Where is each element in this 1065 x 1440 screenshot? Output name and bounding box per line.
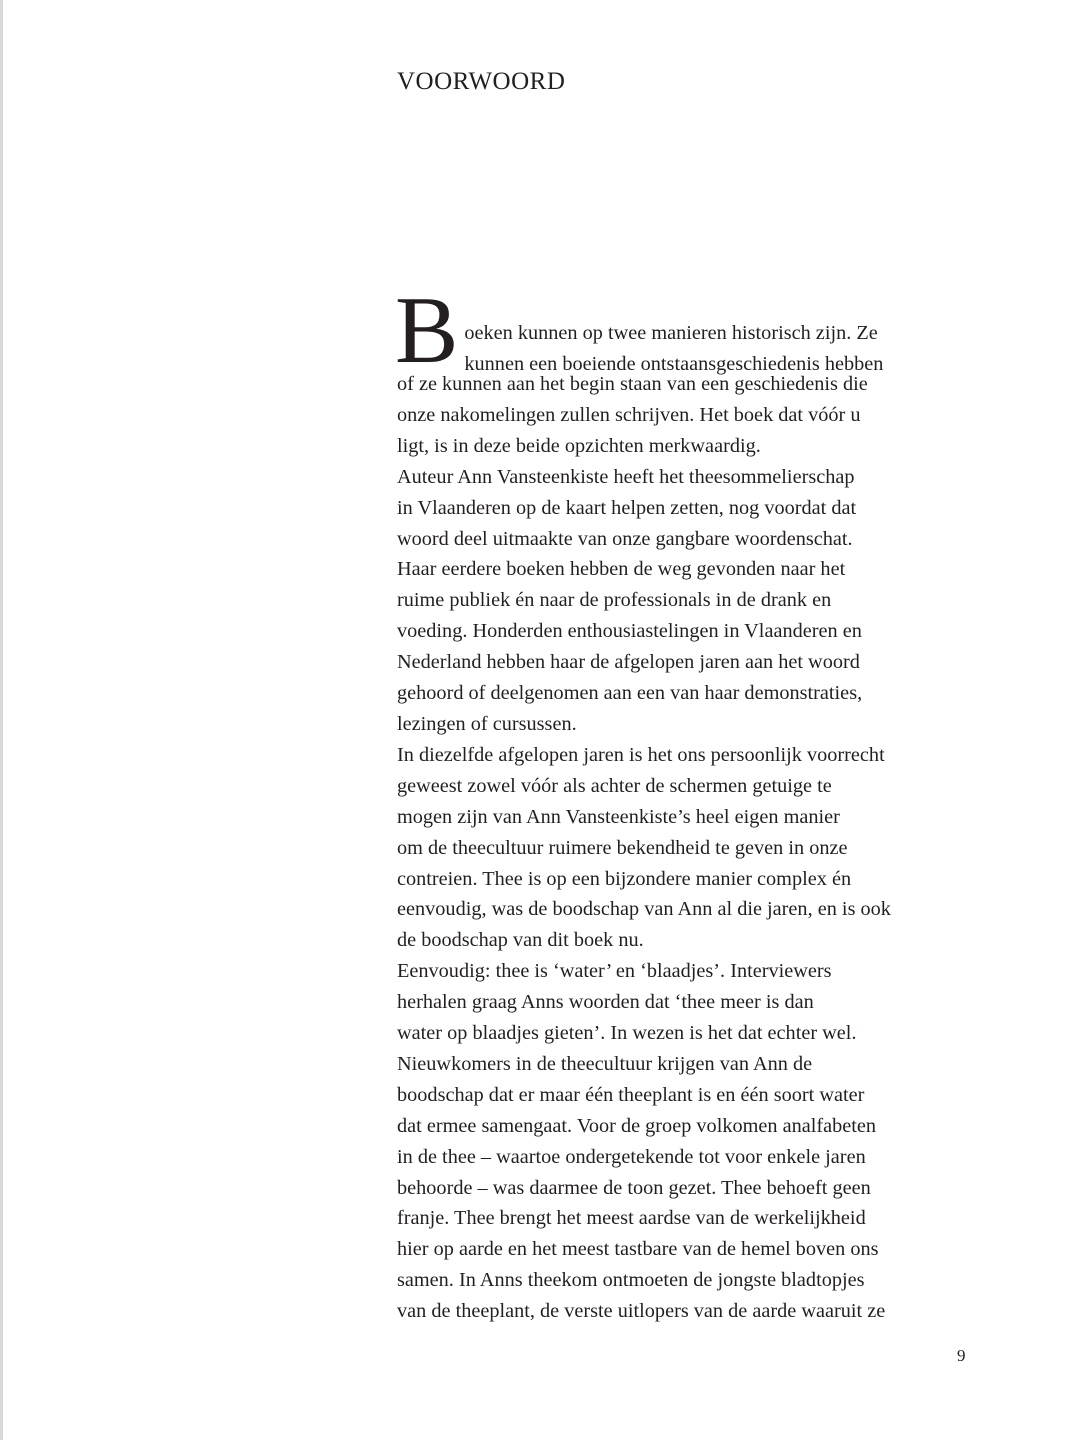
- opening-paragraph: [395, 277, 997, 383]
- text-line: Eenvoudig: thee is ‘water’ en ‘blaadjes’. Interviewers: [397, 960, 832, 983]
- text-line: contreien. Thee is op een bijzondere manier complex én: [397, 867, 852, 890]
- text-line: onze nakomelingen zullen schrijven. Het boek dat vóór u: [397, 403, 861, 426]
- text-line: in Vlaanderen op de kaart helpen zetten, nog voordat dat: [397, 496, 857, 519]
- text-line: Nieuwkomers in de theecultuur krijgen van Ann de: [397, 1052, 813, 1075]
- text-line: behoorde – was daarmee de toon gezet. Thee behoeft geen: [397, 1176, 871, 1199]
- text-line: mogen zijn van Ann Vansteenkiste’s heel eigen manier: [397, 805, 840, 828]
- text-line: kunnen een boeiende ontstaansgeschiedenis hebben: [464, 352, 884, 375]
- text-line: Nederland hebben haar de afgelopen jaren aan het woord: [397, 651, 860, 674]
- text-line: water op blaadjes gieten’. In wezen is het dat echter wel.: [397, 1022, 857, 1045]
- text-line: Auteur Ann Vansteenkiste heeft het theesommelierschap: [397, 465, 855, 488]
- text-line: lezingen of cursussen.: [397, 712, 577, 735]
- text-line: dat ermee samengaat. Voor de groep volkomen analfabeten: [397, 1114, 877, 1137]
- page-title: VOORWOORD: [397, 68, 566, 95]
- text-line: herhalen graag Anns woorden dat ‘thee meer is dan: [397, 991, 814, 1014]
- text-line: of ze kunnen aan het begin staan van een geschiedenis die: [397, 373, 868, 395]
- text-line: van de theeplant, de verste uitlopers van de aarde waaruit ze: [397, 1300, 886, 1323]
- text-line: gehoord of deelgenomen aan een van haar demonstraties,: [397, 682, 863, 705]
- text-line: ligt, is in deze beide opzichten merkwaardig.: [397, 434, 761, 457]
- page-number: 9: [957, 1346, 966, 1365]
- text-line: voeding. Honderden enthousiastelingen in Vlaanderen en: [397, 620, 862, 643]
- text-line: eenvoudig, was de boodschap van Ann al die jaren, en is ook: [397, 898, 891, 921]
- body-text: [395, 277, 997, 1327]
- text-line: oeken kunnen op twee manieren historisch zijn. Ze: [464, 322, 878, 344]
- text-line: in de thee – waartoe ondergetekende tot voor enkele jaren: [397, 1145, 866, 1168]
- text-line: geweest zowel vóór als achter de schermen getuige te: [397, 774, 832, 797]
- text-line: Haar eerdere boeken hebben de weg gevonden naar het: [397, 558, 846, 581]
- text-line: ruime publiek én naar de professionals in de drank en: [397, 589, 832, 612]
- text-line: franje. Thee brengt het meest aardse van de werkelijkheid: [397, 1207, 866, 1230]
- text-line: hier op aarde en het meest tastbare van de hemel boven ons: [397, 1238, 879, 1261]
- text-line: In diezelfde afgelopen jaren is het ons persoonlijk voorrecht: [397, 743, 885, 766]
- page-edge: [0, 0, 3, 1440]
- drop-cap: B: [395, 277, 459, 383]
- text-line: woord deel uitmaakte van onze gangbare woordenschat.: [397, 527, 853, 550]
- text-line: de boodschap van dit boek nu.: [397, 929, 644, 952]
- text-line: boodschap dat er maar één theeplant is en één soort water: [397, 1083, 865, 1106]
- text-line: om de theecultuur ruimere bekendheid te geven in onze: [397, 836, 848, 859]
- text-line: samen. In Anns theekom ontmoeten de jongste bladtopjes: [397, 1269, 865, 1292]
